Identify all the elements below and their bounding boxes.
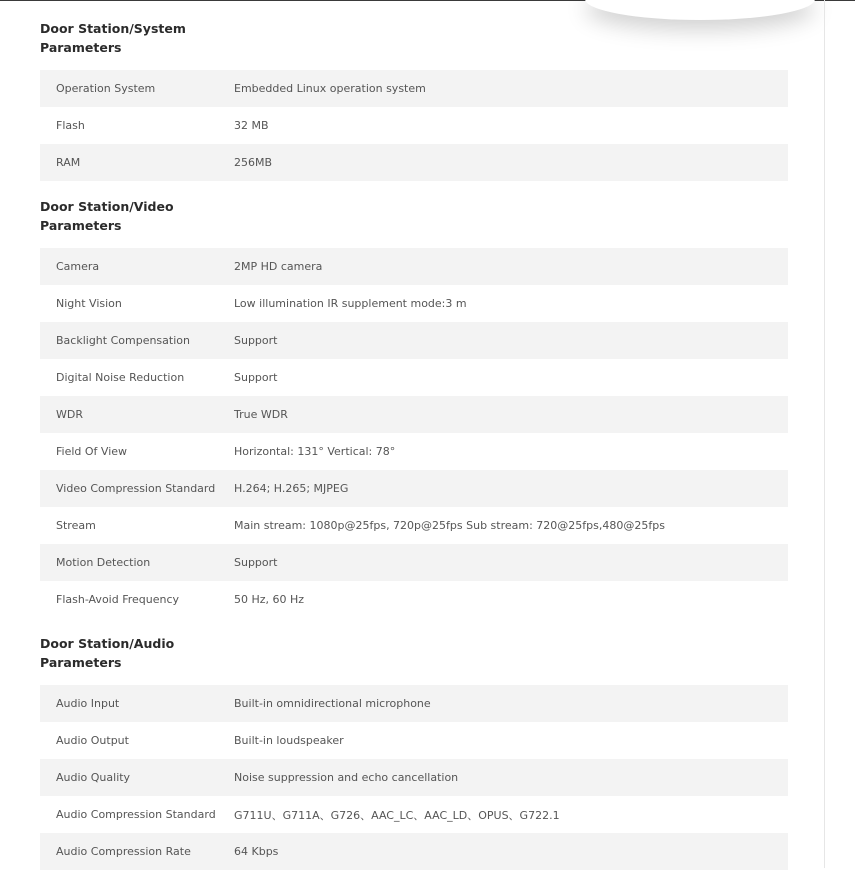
- section-title: Door Station/System Parameters: [40, 21, 186, 55]
- row-label: Audio Quality: [40, 759, 234, 796]
- table-row: [40, 144, 788, 181]
- row-label: Flash: [56, 119, 85, 132]
- table-row: [40, 685, 788, 722]
- row-value: Built-in omnidirectional microphone: [234, 685, 788, 722]
- row-value: Noise suppression and echo cancellation: [234, 759, 788, 796]
- row-label: RAM: [40, 144, 234, 181]
- audio-parameters-table: [40, 685, 788, 870]
- table-row: [40, 722, 788, 759]
- system-parameters-table: [40, 70, 788, 181]
- row-value: 256MB: [234, 144, 788, 181]
- row-label: Stream: [56, 519, 96, 532]
- table-row: [40, 544, 788, 581]
- row-value: Horizontal: 131° Vertical: 78°: [234, 445, 396, 458]
- row-label: Video Compression Standard: [40, 470, 234, 507]
- row-value: Built-in loudspeaker: [234, 734, 344, 747]
- row-label: Operation System: [40, 70, 234, 107]
- table-row: [40, 70, 788, 107]
- row-value: G711U、G711A、G726、AAC_LC、AAC_LD、OPUS、G722.1: [234, 808, 560, 822]
- row-value: True WDR: [234, 396, 788, 433]
- row-label: Motion Detection: [40, 544, 234, 581]
- row-label: Camera: [40, 248, 234, 285]
- table-row: [40, 796, 788, 833]
- row-value: 2MP HD camera: [234, 248, 788, 285]
- table-row: [40, 107, 788, 144]
- row-label: Audio Compression Standard: [56, 808, 216, 821]
- table-row: [40, 396, 788, 433]
- section-title: Door Station/Audio Parameters: [40, 636, 175, 670]
- video-parameters-table: [40, 248, 788, 618]
- row-label: Flash-Avoid Frequency: [56, 593, 180, 606]
- video-parameters-section: [40, 181, 788, 618]
- spec-content: [40, 0, 788, 870]
- row-value: H.264; H.265; MJPEG: [234, 470, 788, 507]
- row-value: Embedded Linux operation system: [234, 70, 788, 107]
- table-row: [40, 759, 788, 796]
- row-value: Low illumination IR supplement mode:3 m: [234, 297, 467, 310]
- table-row: [40, 322, 788, 359]
- row-value: Main stream: 1080p@25fps, 720p@25fps Sub stream: 720@25fps,480@25fps: [234, 519, 665, 532]
- audio-parameters-section: [40, 618, 788, 870]
- table-row: [40, 359, 788, 396]
- row-label: Audio Compression Rate: [40, 833, 234, 870]
- system-parameters-section: [40, 0, 788, 181]
- row-value: 32 MB: [234, 119, 269, 132]
- row-value: Support: [234, 371, 278, 384]
- table-row: [40, 581, 788, 618]
- table-row: [40, 470, 788, 507]
- table-row: [40, 248, 788, 285]
- row-value: 64 Kbps: [234, 833, 788, 870]
- table-row: [40, 285, 788, 322]
- row-label: Digital Noise Reduction: [56, 371, 185, 384]
- row-value: Support: [234, 322, 788, 359]
- row-label: WDR: [40, 396, 234, 433]
- row-label: Night Vision: [56, 297, 122, 310]
- table-row: [40, 507, 788, 544]
- row-label: Audio Output: [56, 734, 129, 747]
- row-label: Audio Input: [40, 685, 234, 722]
- row-label: Backlight Compensation: [40, 322, 234, 359]
- right-divider: [824, 0, 825, 868]
- section-title: Door Station/Video Parameters: [40, 199, 174, 233]
- table-row: [40, 433, 788, 470]
- table-row: [40, 833, 788, 870]
- row-value: Support: [234, 544, 788, 581]
- row-value: 50 Hz, 60 Hz: [234, 593, 305, 606]
- row-label: Field Of View: [56, 445, 128, 458]
